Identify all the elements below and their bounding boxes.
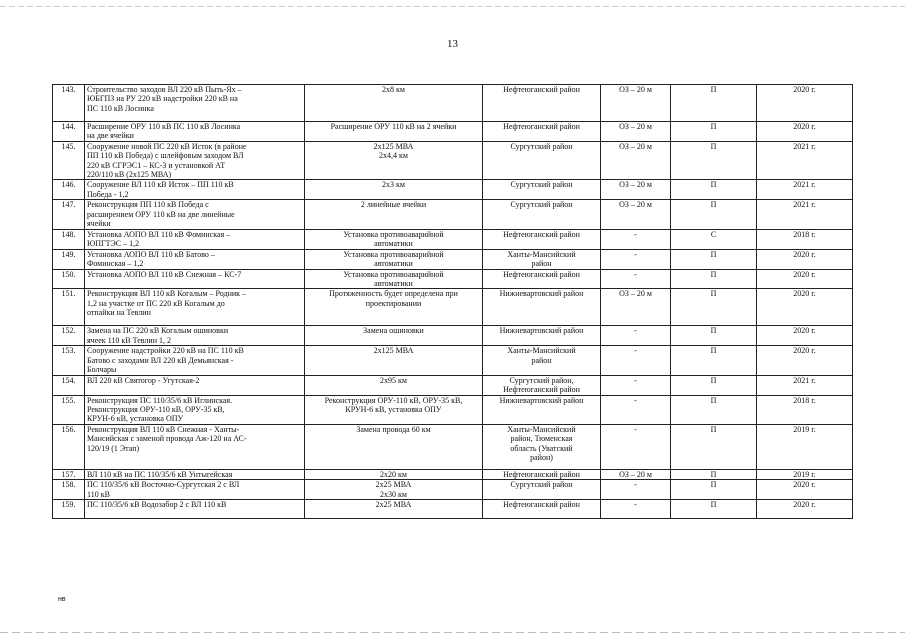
row-number-cell: 151. [53,289,85,326]
parameters-cell-line: автоматики [374,259,413,269]
zone-cell: - [601,326,671,346]
district-cell-line: Нефтеюганский район [503,85,580,94]
status-cell: П [671,289,757,326]
object-name-cell [85,141,305,180]
table-row [53,499,853,518]
table-row [53,395,853,424]
district-cell-line: район) [530,452,553,462]
district-cell-line: Сургутский район [510,480,573,490]
zone-cell: ОЗ – 20 м [601,180,671,200]
row-number-cell: 159. [53,499,85,518]
district-cell [483,499,601,518]
object-name-cell-line: 120/19 (1 Этап) [87,443,140,453]
status-cell: П [671,180,757,200]
status-cell: П [671,469,757,479]
footer-mark: нв [58,596,66,603]
parameters-cell-line: 2х125 МВА [373,141,414,151]
status-cell: П [671,395,757,424]
table-row [53,424,853,469]
object-name-cell [85,269,305,289]
object-name-cell-line: Установка АОПО ВЛ 110 кВ Фоминская – [87,229,231,239]
district-cell [483,480,601,500]
object-name-cell [85,85,305,122]
parameters-cell-line: Протяженность будет определена при [329,289,458,299]
zone-cell: ОЗ – 20 м [601,122,671,142]
parameters-cell [305,180,483,200]
year-cell: 2018 г. [757,395,853,424]
parameters-cell-line: 2х3 км [382,180,405,190]
district-cell [483,395,601,424]
district-cell-line: Нефтеюганский район [503,469,580,479]
year-cell: 2021 г. [757,141,853,180]
status-cell: П [671,141,757,180]
year-cell: 2020 г. [757,122,853,142]
status-cell: П [671,346,757,375]
status-cell: П [671,326,757,346]
zone-cell: ОЗ – 20 м [601,469,671,479]
row-number-cell: 157. [53,469,85,479]
object-name-cell-line: Реконструкция ПП 110 кВ Победа с [87,200,209,210]
table-row [53,249,853,269]
status-cell: П [671,85,757,122]
status-cell: П [671,499,757,518]
district-cell [483,469,601,479]
object-name-cell-line: ПС 110 кВ Лосинка [87,103,154,113]
object-name-cell-line: Реконструкция ВЛ 110 кВ Снежная - Ханты- [87,424,240,434]
parameters-cell [305,469,483,479]
district-cell-line: Нижневартовский район [499,289,584,299]
zone-cell: - [601,480,671,500]
scan-edge-bottom [0,632,905,633]
object-name-cell [85,395,305,424]
district-cell [483,180,601,200]
object-name-cell-line: 1,2 на участке от ПС 220 кВ Когалым до [87,298,225,308]
zone-cell: - [601,375,671,395]
object-name-cell-line: Установка АОПО ВЛ 110 кВ Батово – [87,249,215,259]
district-cell [483,289,601,326]
year-cell: 2021 г. [757,200,853,229]
parameters-cell [305,289,483,326]
district-cell-line: Нижневартовский район [499,395,584,405]
district-cell-line: Нефтеюганский район [503,229,580,239]
object-name-cell [85,346,305,375]
district-cell-line: Нижневартовский район [499,326,584,336]
parameters-cell-line: Замена провода 60 км [356,424,431,434]
year-cell: 2020 г. [757,326,853,346]
zone-cell: ОЗ – 20 м [601,200,671,229]
parameters-cell-line: проектировании [365,298,422,308]
district-cell [483,200,601,229]
zone-cell: ОЗ – 20 м [601,289,671,326]
table-row [53,141,853,180]
object-name-cell-line: ячейки [87,219,111,229]
row-number-cell: 147. [53,200,85,229]
district-cell-line: Нефтеюганский район [503,122,580,131]
object-name-cell-line: 220/110 кВ (2х125 МВА) [87,170,172,180]
status-cell: П [671,375,757,395]
table-row [53,480,853,500]
object-name-cell [85,424,305,469]
object-name-cell-line: ПС 110/35/6 кВ Водозабор 2 с ВЛ 110 кВ [87,499,227,509]
object-name-cell [85,480,305,500]
object-name-cell-line: Сооружение новой ПС 220 кВ Исток (в районе [87,141,247,151]
table-row [53,375,853,395]
object-name-cell-line: Сооружение надстройки 220 кВ на ПС 110 кВ [87,346,244,356]
object-name-cell-line: Болчары [87,365,117,375]
status-cell: С [671,229,757,249]
object-name-cell [85,499,305,518]
row-number-cell: 158. [53,480,85,500]
row-number-cell: 148. [53,229,85,249]
parameters-cell [305,269,483,289]
zone-cell: - [601,269,671,289]
parameters-cell [305,229,483,249]
district-cell [483,375,601,395]
parameters-cell [305,141,483,180]
object-name-cell-line: 110 кВ [87,489,110,499]
parameters-cell [305,122,483,142]
year-cell: 2020 г. [757,289,853,326]
status-cell: П [671,480,757,500]
table-row [53,289,853,326]
row-number-cell: 156. [53,424,85,469]
table-row [53,122,853,142]
parameters-cell-line: 2х20 км [380,469,407,479]
object-name-cell-line: ВЛ 220 кВ Святогор - Угутская-2 [87,375,200,385]
parameters-cell [305,346,483,375]
object-name-cell [85,122,305,142]
district-cell-line: Сургутский район [510,200,573,210]
row-number-cell: 155. [53,395,85,424]
parameters-cell [305,326,483,346]
parameters-cell-line: 2 линейные ячейки [360,200,427,210]
table-row [53,326,853,346]
object-name-cell-line: Победа - 1,2 [87,189,129,199]
zone-cell: - [601,395,671,424]
row-number-cell: 150. [53,269,85,289]
object-name-cell-line: на две ячейки [87,131,134,141]
object-name-cell-line: Фоминская – 1,2 [87,259,144,269]
object-name-cell-line: ПС 110/35/6 кВ Восточно-Сургутская 2 с ВЛ [87,480,240,490]
parameters-cell-line: 2х30 км [380,489,407,499]
row-number-cell: 152. [53,326,85,346]
zone-cell: - [601,499,671,518]
scan-edge-top [0,6,905,7]
object-name-cell-line: КРУН-6 кВ, установка ОПУ [87,414,184,424]
district-cell [483,229,601,249]
parameters-cell-line: Установка противоаварийной [343,249,444,259]
parameters-cell-line: 2х125 МВА [373,346,414,356]
district-cell-line: область (Уватский [510,443,573,453]
object-name-cell-line: ЮБГПЗ на РУ 220 кВ надстройки 220 кВ на [87,94,238,104]
district-cell-line: Нефтеюганский район [503,499,580,509]
table-row [53,469,853,479]
status-cell: П [671,122,757,142]
year-cell: 2020 г. [757,499,853,518]
object-name-cell-line: 220 кВ СГРЭС1 – КС-3 и установкой АТ [87,160,226,170]
object-name-cell [85,180,305,200]
parameters-cell-line: 2х95 км [380,375,407,385]
year-cell: 2019 г. [757,424,853,469]
year-cell: 2021 г. [757,180,853,200]
object-name-cell-line: ячеек 110 кВ Тевлин 1, 2 [87,335,171,345]
year-cell: 2020 г. [757,346,853,375]
table-body [53,85,853,519]
page-number: 13 [447,38,458,50]
projects-table [52,84,853,519]
object-name-cell-line: Сооружение ВЛ 110 кВ Исток – ПП 110 кВ [87,180,234,190]
year-cell: 2018 г. [757,229,853,249]
object-name-cell-line: расширением ОРУ 110 кВ на две линейные [87,209,235,219]
object-name-cell-line: Установка АОПО ВЛ 110 кВ Снежная – КС-7 [87,269,242,279]
district-cell-line: Сургутский район, [509,375,574,385]
object-name-cell-line: Строительство заходов ВЛ 220 кВ Пыть-Ях – [87,85,242,94]
parameters-cell-line: 2х4,4 км [379,151,408,161]
table-row [53,85,853,122]
district-cell-line: Ханты-Мансийский [507,249,576,259]
row-number-cell: 144. [53,122,85,142]
row-number-cell: 143. [53,85,85,122]
district-cell-line: район, Тюменская [510,434,573,444]
district-cell [483,249,601,269]
table-row [53,269,853,289]
status-cell: П [671,424,757,469]
parameters-cell [305,499,483,518]
object-name-cell-line: ПП 110 кВ Победа) с шлейфовым заходом ВЛ [87,151,244,161]
object-name-cell-line: Реконструкция ПС 110/35/6 кВ Иглинская. [87,395,233,405]
object-name-cell-line: Замена на ПС 220 кВ Когалым ошиновки [87,326,229,336]
object-name-cell-line: ВЛ 110 кВ на ПС 110/35/6 кВ Унтыгейская [87,469,233,479]
parameters-cell-line: 2х8 км [382,85,405,94]
zone-cell: ОЗ – 20 м [601,85,671,122]
table-row [53,180,853,200]
year-cell: 2020 г. [757,249,853,269]
table-row [53,346,853,375]
object-name-cell [85,375,305,395]
status-cell: П [671,269,757,289]
district-cell [483,424,601,469]
object-name-cell-line: Реконструкция ВЛ 110 кВ Когалым – Родник – [87,289,247,299]
parameters-cell-line: Замена ошиновки [363,326,424,336]
zone-cell: - [601,346,671,375]
object-name-cell-line: Реконструкция ОРУ-110 кВ, ОРУ-35 кВ, [87,404,225,414]
parameters-cell [305,200,483,229]
district-cell [483,326,601,346]
row-number-cell: 149. [53,249,85,269]
district-cell [483,141,601,180]
year-cell: 2020 г. [757,480,853,500]
district-cell [483,346,601,375]
object-name-cell [85,229,305,249]
parameters-cell-line: Расширение ОРУ 110 кВ на 2 ячейки [330,122,457,131]
table-row [53,229,853,249]
parameters-cell [305,249,483,269]
parameters-cell-line: Установка противоаварийной [343,229,444,239]
parameters-cell [305,424,483,469]
parameters-cell [305,480,483,500]
year-cell: 2021 г. [757,375,853,395]
parameters-cell-line: 2х25 МВА [375,499,412,509]
row-number-cell: 145. [53,141,85,180]
parameters-cell-line: автоматики [374,239,413,249]
object-name-cell-line: Расширение ОРУ 110 кВ ПС 110 кВ Лосинка [87,122,241,131]
object-name-cell [85,200,305,229]
year-cell: 2020 г. [757,85,853,122]
district-cell-line: Нефтеюганский район [503,269,580,279]
district-cell-line: Нефтеюганский район [503,384,580,394]
object-name-cell-line: Мансийская с заменой провода Аж-120 на АС- [87,434,247,444]
district-cell-line: Сургутский район [510,141,573,151]
year-cell: 2020 г. [757,269,853,289]
district-cell-line: район [531,355,552,365]
table-row [53,200,853,229]
object-name-cell-line: ЮПГТЭС – 1,2 [87,239,140,249]
object-name-cell-line: отпайки на Тевлин [87,308,151,318]
object-name-cell [85,289,305,326]
parameters-cell-line: 2х25 МВА [375,480,412,490]
row-number-cell: 154. [53,375,85,395]
district-cell-line: Ханты-Мансийский [507,424,576,434]
district-cell-line: Ханты-Мансийский [507,346,576,356]
object-name-cell [85,326,305,346]
district-cell [483,122,601,142]
parameters-cell [305,395,483,424]
object-name-cell-line: Батово с заходами ВЛ 220 кВ Демьянская - [87,355,234,365]
zone-cell: - [601,229,671,249]
district-cell-line: район [531,259,552,269]
zone-cell: - [601,249,671,269]
object-name-cell [85,249,305,269]
district-cell-line: Сургутский район [510,180,573,190]
parameters-cell-line: Установка противоаварийной [343,269,444,279]
district-cell [483,269,601,289]
row-number-cell: 153. [53,346,85,375]
row-number-cell: 146. [53,180,85,200]
parameters-cell [305,375,483,395]
zone-cell: - [601,424,671,469]
parameters-cell-line: Реконструкция ОРУ-110 кВ, ОРУ-35 кВ, [324,395,463,405]
parameters-cell-line: КРУН-6 кВ, установка ОПУ [345,404,442,414]
object-name-cell [85,469,305,479]
status-cell: П [671,249,757,269]
year-cell: 2019 г. [757,469,853,479]
parameters-cell-line: автоматики [374,279,413,289]
district-cell [483,85,601,122]
parameters-cell [305,85,483,122]
status-cell: П [671,200,757,229]
zone-cell: ОЗ – 20 м [601,141,671,180]
